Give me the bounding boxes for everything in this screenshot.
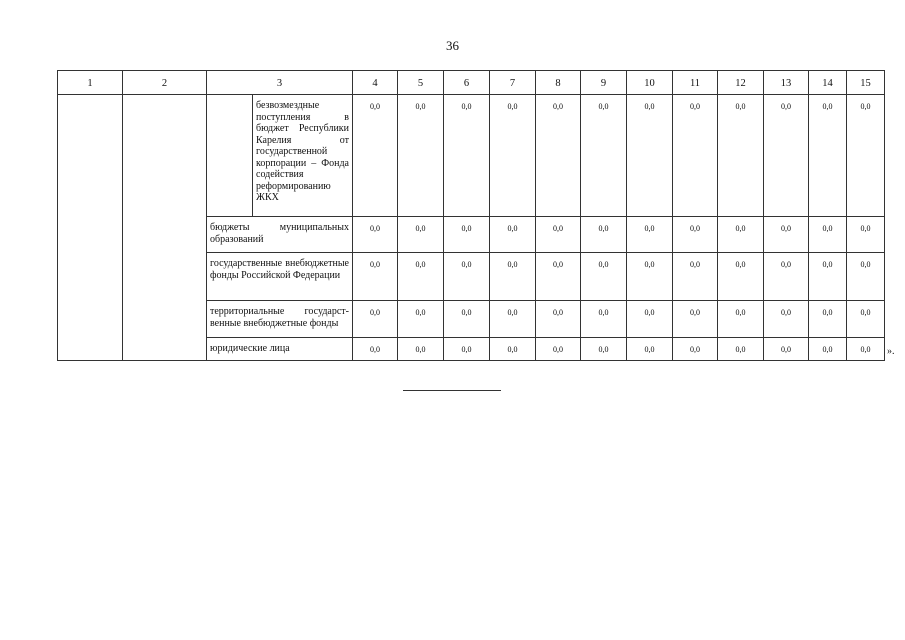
value-cell: 0,0 bbox=[490, 217, 536, 253]
value-cell: 0,0 bbox=[764, 338, 809, 361]
value-cell: 0,0 bbox=[847, 217, 885, 253]
value-cell: 0,0 bbox=[398, 253, 444, 301]
header-cell: 11 bbox=[673, 71, 718, 95]
table-row bbox=[58, 95, 885, 217]
value-cell: 0,0 bbox=[490, 95, 536, 217]
value-cell: 0,0 bbox=[353, 253, 398, 301]
value-cell: 0,0 bbox=[490, 253, 536, 301]
value-cell: 0,0 bbox=[673, 95, 718, 217]
value-cell: 0,0 bbox=[627, 253, 673, 301]
value-cell: 0,0 bbox=[627, 338, 673, 361]
row-label: безвозмездные поступления в бюджет Республики Карелия от государственной корпорации – Фонда содействия реформированию ЖКХ bbox=[253, 95, 353, 217]
separator-line bbox=[403, 390, 501, 391]
value-cell: 0,0 bbox=[673, 338, 718, 361]
value-cell: 0,0 bbox=[809, 95, 847, 217]
closing-quote-mark: ». bbox=[887, 346, 895, 357]
value-cell: 0,0 bbox=[718, 301, 764, 338]
value-cell: 0,0 bbox=[764, 95, 809, 217]
header-cell: 4 bbox=[353, 71, 398, 95]
value-cell: 0,0 bbox=[627, 217, 673, 253]
value-cell: 0,0 bbox=[718, 338, 764, 361]
header-cell: 2 bbox=[123, 71, 207, 95]
value-cell: 0,0 bbox=[847, 253, 885, 301]
value-cell: 0,0 bbox=[353, 301, 398, 338]
row-label: бюджеты муниципальных образований bbox=[207, 217, 353, 253]
value-cell: 0,0 bbox=[444, 217, 490, 253]
value-cell: 0,0 bbox=[581, 301, 627, 338]
value-cell: 0,0 bbox=[398, 301, 444, 338]
header-cell: 5 bbox=[398, 71, 444, 95]
value-cell: 0,0 bbox=[444, 95, 490, 217]
header-cell: 3 bbox=[207, 71, 353, 95]
value-cell: 0,0 bbox=[398, 95, 444, 217]
value-cell: 0,0 bbox=[536, 217, 581, 253]
value-cell: 0,0 bbox=[398, 217, 444, 253]
value-cell: 0,0 bbox=[444, 301, 490, 338]
header-cell: 13 bbox=[764, 71, 809, 95]
value-cell: 0,0 bbox=[764, 217, 809, 253]
value-cell: 0,0 bbox=[627, 301, 673, 338]
value-cell: 0,0 bbox=[581, 95, 627, 217]
header-cell: 8 bbox=[536, 71, 581, 95]
header-cell: 15 bbox=[847, 71, 885, 95]
value-cell: 0,0 bbox=[353, 217, 398, 253]
header-cell: 1 bbox=[58, 71, 123, 95]
header-cell: 12 bbox=[718, 71, 764, 95]
value-cell: 0,0 bbox=[581, 253, 627, 301]
value-cell: 0,0 bbox=[581, 217, 627, 253]
header-cell: 9 bbox=[581, 71, 627, 95]
value-cell: 0,0 bbox=[536, 301, 581, 338]
value-cell: 0,0 bbox=[581, 338, 627, 361]
value-cell: 0,0 bbox=[809, 338, 847, 361]
value-cell: 0,0 bbox=[398, 338, 444, 361]
row-label: государственные внебюджетные фонды Российской Федерации bbox=[207, 253, 353, 301]
value-cell: 0,0 bbox=[673, 301, 718, 338]
value-cell: 0,0 bbox=[444, 338, 490, 361]
value-cell: 0,0 bbox=[809, 301, 847, 338]
value-cell: 0,0 bbox=[764, 301, 809, 338]
value-cell: 0,0 bbox=[847, 95, 885, 217]
value-cell: 0,0 bbox=[536, 95, 581, 217]
header-cell: 14 bbox=[809, 71, 847, 95]
empty-cell-col1 bbox=[58, 95, 123, 361]
value-cell: 0,0 bbox=[847, 301, 885, 338]
empty-cell-col2 bbox=[123, 95, 207, 361]
value-cell: 0,0 bbox=[627, 95, 673, 217]
value-cell: 0,0 bbox=[718, 95, 764, 217]
row-label: территориальные государст-венные внебюджетные фонды bbox=[207, 301, 353, 338]
value-cell: 0,0 bbox=[536, 253, 581, 301]
value-cell: 0,0 bbox=[718, 217, 764, 253]
header-cell: 6 bbox=[444, 71, 490, 95]
value-cell: 0,0 bbox=[353, 95, 398, 217]
budget-table bbox=[57, 70, 885, 361]
table-header-row bbox=[58, 71, 885, 95]
value-cell: 0,0 bbox=[673, 253, 718, 301]
value-cell: 0,0 bbox=[764, 253, 809, 301]
value-cell: 0,0 bbox=[718, 253, 764, 301]
value-cell: 0,0 bbox=[490, 338, 536, 361]
value-cell: 0,0 bbox=[353, 338, 398, 361]
header-cell: 7 bbox=[490, 71, 536, 95]
value-cell: 0,0 bbox=[847, 338, 885, 361]
value-cell: 0,0 bbox=[809, 217, 847, 253]
header-cell: 10 bbox=[627, 71, 673, 95]
value-cell: 0,0 bbox=[809, 253, 847, 301]
value-cell: 0,0 bbox=[536, 338, 581, 361]
indent-cell bbox=[207, 95, 253, 217]
row-label: юридические лица bbox=[207, 338, 353, 361]
page-number: 36 bbox=[446, 38, 459, 53]
value-cell: 0,0 bbox=[490, 301, 536, 338]
value-cell: 0,0 bbox=[673, 217, 718, 253]
value-cell: 0,0 bbox=[444, 253, 490, 301]
